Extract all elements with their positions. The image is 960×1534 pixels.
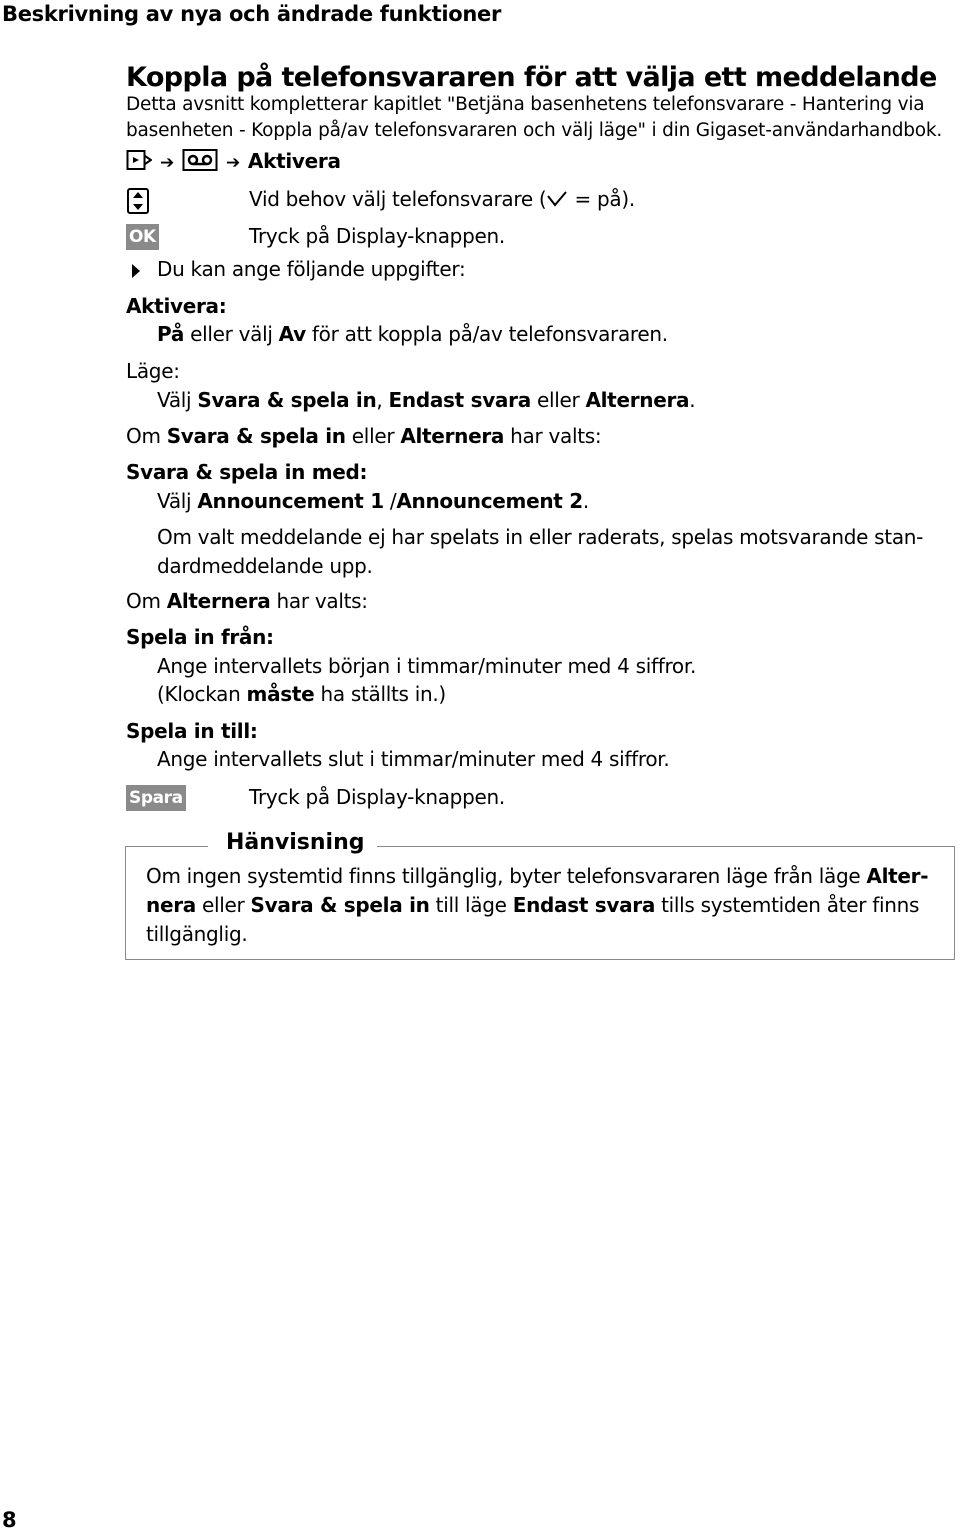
field-desc-svara-med: Välj Announcement 1 /Announcement 2. [157,489,589,513]
navigation-key-icon [126,187,150,219]
intro-text: Detta avsnitt kompletterar kapitlet "Betjäna basenhetens telefonsvarare - Hantering via basenheten - Koppla på/av telefonsvararen och välj läge" i din Gigaset-användarhandbok. [126,94,943,141]
bullet-text: Du kan ange följande uppgifter: [157,257,466,281]
arrow-icon: ➔ [160,153,174,173]
field-label-spela-fran: Spela in från: [126,625,274,649]
menu-path [126,148,341,177]
note-text: Om ingen systemtid finns tillgänglig, byter telefonsvararen läge från läge Alter-nera eller Svara & spela in till läge Endast svara tills systemtiden åter finns tillgänglig. [146,864,929,946]
field-desc-spela-fran: Ange intervallets början i timmar/minuter med 4 siffror. [157,654,697,678]
menu-item-aktivera: Aktivera [247,149,341,173]
page-number: 8 [2,1508,17,1532]
field-desc-spela-till: Ange intervallets slut i timmar/minuter med 4 siffror. [157,747,670,771]
field-label-lage: Läge: [126,359,180,383]
check-icon [546,189,568,213]
step-press-ok: Tryck på Display-knappen. [249,224,505,248]
section-title: Koppla på telefonsvararen för att välja ett meddelande [126,62,937,93]
step-press-spara: Tryck på Display-knappen. [249,785,505,809]
note-title: Hänvisning [208,830,377,855]
answering-machine-icon [182,148,218,177]
field-label-aktivera: Aktivera: [126,294,227,318]
condition-svara-alternera: Om Svara & spela in eller Alternera har valts: [126,424,602,448]
field-desc-spela-fran-clock: (Klockan måste ha ställts in.) [157,682,446,706]
field-label-svara-med: Svara & spela in med: [126,460,368,484]
page-header: Beskrivning av nya och ändrade funktioner [2,2,502,26]
arrow-icon: ➔ [225,153,240,173]
field-label-spela-till: Spela in till: [126,719,258,743]
standard-message-note: Om valt meddelande ej har spelats in eller raderats, spelas motsvarande stan-dardmeddelande upp. [157,525,924,578]
bullet-triangle-icon [131,263,141,283]
spara-softkey: Spara [126,785,186,811]
step-select-answering-machine: Vid behov välj telefonsvarare ( = på). [249,187,635,211]
ok-softkey: OK [126,224,159,250]
field-desc-aktivera: På eller välj Av för att koppla på/av telefonsvararen. [157,322,668,346]
condition-alternera: Om Alternera har valts: [126,589,368,613]
field-desc-lage: Välj Svara & spela in, Endast svara eller Alternera. [157,388,696,412]
menu-icon [126,148,152,177]
